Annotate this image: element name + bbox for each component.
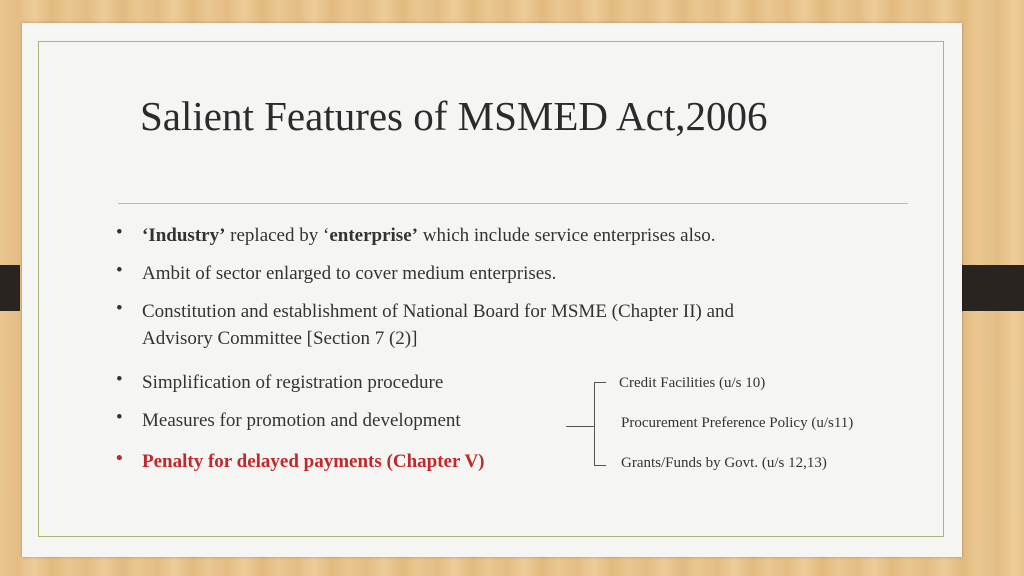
- bullet-icon: •: [116, 260, 123, 281]
- bullet-icon: •: [116, 222, 123, 243]
- bullet-icon: •: [116, 407, 123, 428]
- sub-item-procurement: Procurement Preference Policy (u/s11): [621, 415, 854, 431]
- bullet-text: [142, 222, 716, 249]
- bullet-bold-enterprise: enterprise’: [329, 225, 418, 246]
- bullet-text-penalty: Penalty for delayed payments (Chapter V): [142, 451, 485, 472]
- bullet-text: Simplification of registration procedure: [142, 372, 444, 393]
- sub-item-grants: Grants/Funds by Govt. (u/s 12,13): [621, 455, 827, 471]
- bullet-icon: •: [116, 298, 123, 319]
- slide-title: Salient Features of MSMED Act,2006: [140, 93, 768, 139]
- bullet-text-part: replaced by ‘: [225, 225, 330, 246]
- bracket-connector: [566, 426, 594, 427]
- bullet-icon: •: [116, 448, 123, 469]
- bullet-icon: •: [116, 369, 123, 390]
- sub-item-credit: Credit Facilities (u/s 10): [619, 375, 766, 391]
- bullet-text: Measures for promotion and development: [142, 410, 461, 431]
- bullet-text-part: which include service enterprises also.: [417, 225, 716, 246]
- bullet-bold-industry: ‘Industry’: [142, 225, 226, 246]
- bracket-vertical: [594, 382, 595, 466]
- background-tab-right: [962, 265, 1024, 311]
- bullet-text-line2: Advisory Committee [Section 7 (2)]: [142, 328, 418, 349]
- bullet-text: Ambit of sector enlarged to cover medium enterprises.: [142, 263, 557, 284]
- bracket-bottom-tick: [594, 465, 606, 466]
- background-tab-left: [0, 265, 20, 311]
- bracket-top-tick: [594, 382, 606, 383]
- title-divider: [118, 203, 908, 204]
- bullet-text-line1: Constitution and establishment of National Board for MSME (Chapter II) and: [142, 301, 735, 322]
